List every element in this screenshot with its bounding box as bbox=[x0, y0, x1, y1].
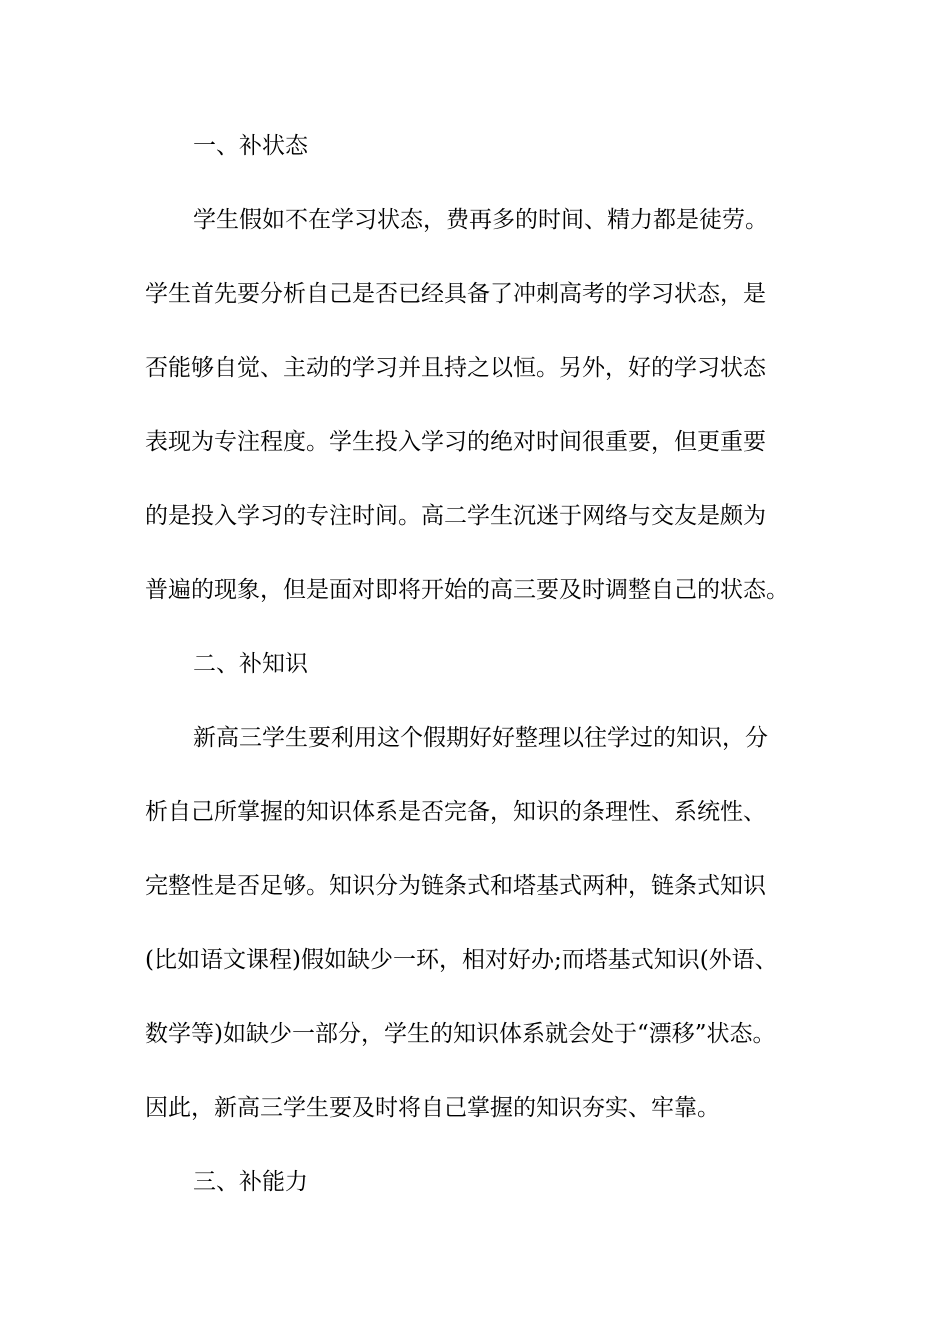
section-heading-1: 一、补状态 bbox=[193, 133, 308, 159]
paragraph-2-line-2: 析自己所掌握的知识体系是否完备，知识的条理性、系统性、 bbox=[145, 799, 766, 825]
section-heading-3: 三、补能力 bbox=[193, 1169, 308, 1195]
document-body bbox=[145, 128, 835, 1238]
paragraph-1-line-5: 的是投入学习的专注时间。高二学生沉迷于网络与交友是颇为 bbox=[145, 503, 766, 529]
section-heading-2: 二、补知识 bbox=[193, 651, 308, 677]
paragraph-1-line-4: 表现为专注程度。学生投入学习的绝对时间很重要，但更重要 bbox=[145, 429, 766, 455]
paragraph-1-line-1: 学生假如不在学习状态，费再多的时间、精力都是徒劳。 bbox=[193, 207, 768, 233]
paragraph-2-line-6: 因此，新高三学生要及时将自己掌握的知识夯实、牢靠。 bbox=[145, 1095, 720, 1121]
paragraph-1-line-2: 学生首先要分析自己是否已经具备了冲刺高考的学习状态，是 bbox=[145, 281, 766, 307]
paragraph-2-line-3: 完整性是否足够。知识分为链条式和塔基式两种，链条式知识 bbox=[145, 873, 766, 899]
paragraph-2-line-4: (比如语文课程)假如缺少一环，相对好办;而塔基式知识(外语、 bbox=[145, 947, 778, 973]
paragraph-2-line-5: 数学等)如缺少一部分，学生的知识体系就会处于“漂移”状态。 bbox=[145, 1021, 776, 1047]
paragraph-1-line-3: 否能够自觉、主动的学习并且持之以恒。另外，好的学习状态 bbox=[145, 355, 766, 381]
paragraph-2-line-1: 新高三学生要利用这个假期好好整理以往学过的知识，分 bbox=[193, 725, 768, 751]
paragraph-1-line-6: 普遍的现象，但是面对即将开始的高三要及时调整自己的状态。 bbox=[145, 577, 789, 603]
